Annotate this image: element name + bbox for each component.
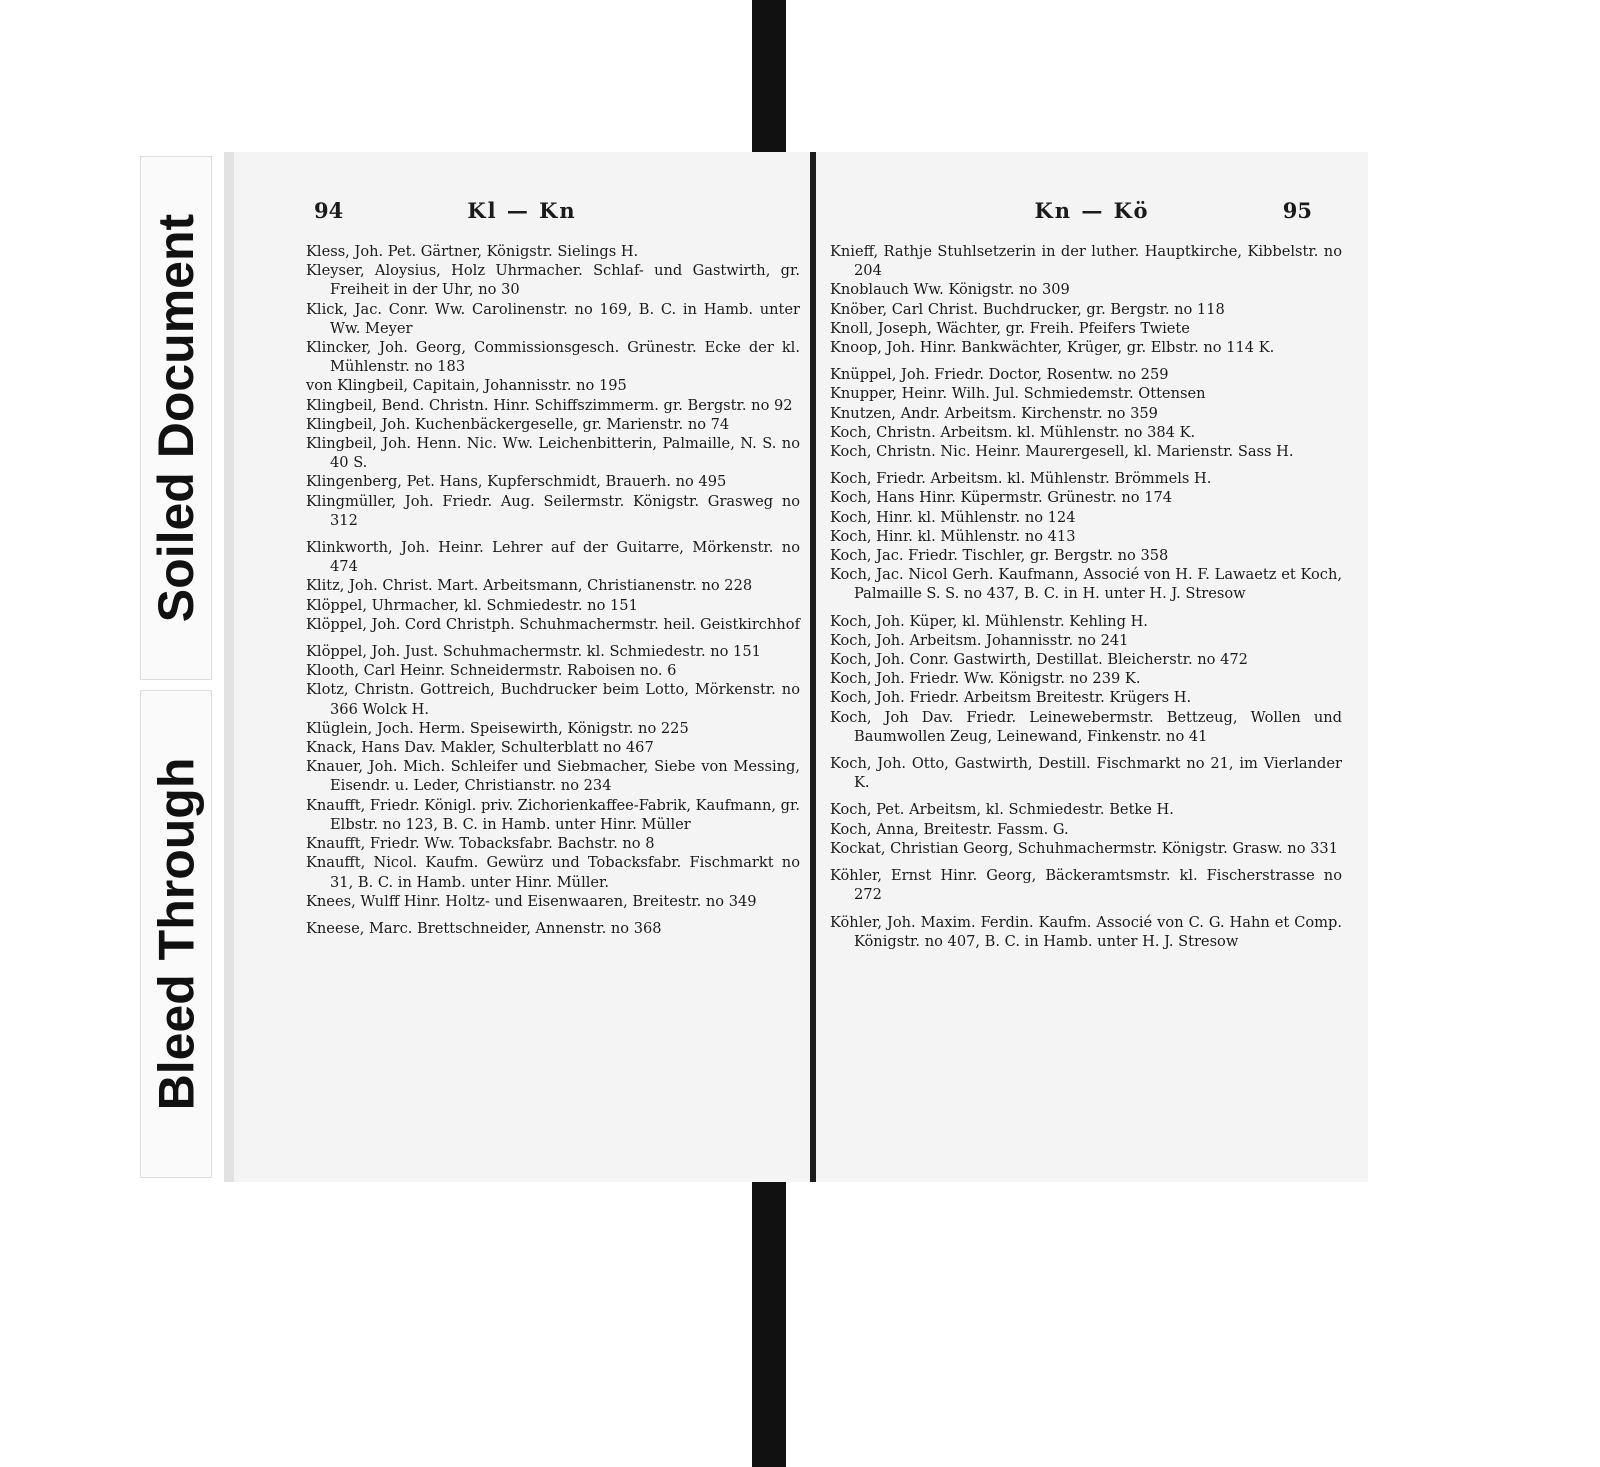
directory-entry: Klingbeil, Joh. Henn. Nic. Ww. Leichenbitterin, Palmaille, N. S. no 40 S. xyxy=(306,435,800,472)
directory-entry: Koch, Joh. Arbeitsm. Johannisstr. no 241 xyxy=(830,631,1129,649)
directory-entry: Klotz, Christn. Gottreich, Buchdrucker beim Lotto, Mörkenstr. no 366 Wolck H. xyxy=(306,681,800,718)
directory-entry: Köhler, Ernst Hinr. Georg, Bäckeramtsmstr. kl. Fischerstrasse no 272 xyxy=(830,867,1342,904)
directory-entry: Koch, Hinr. kl. Mühlenstr. no 124 xyxy=(830,508,1076,526)
right-entry-list xyxy=(830,242,1342,951)
directory-entry: Klinkworth, Joh. Heinr. Lehrer auf der Guitarre, Mörkenstr. no 474 xyxy=(306,539,800,576)
binding-strip-bottom xyxy=(752,1178,786,1467)
directory-entry: Koch, Jac. Nicol Gerh. Kaufmann, Associé von H. F. Lawaetz et Koch, Palmaille S. S. no 437, B. C. in H. unter H. J. Stresow xyxy=(830,566,1342,603)
right-page-title: Kn — Kö xyxy=(1034,198,1150,223)
directory-entry: Klöppel, Joh. Cord Christph. Schuhmachermstr. heil. Geistkirchhof xyxy=(306,615,800,633)
directory-entry: Koch, Hinr. kl. Mühlenstr. no 413 xyxy=(830,527,1076,545)
soiled-document-label: Soiled Document xyxy=(140,156,212,680)
directory-entry: Knüppel, Joh. Friedr. Doctor, Rosentw. no 259 xyxy=(830,366,1169,384)
directory-entry: Koch, Friedr. Arbeitsm. kl. Mühlenstr. Brömmels H. xyxy=(830,470,1212,488)
directory-entry: Klöppel, Joh. Just. Schuhmachermstr. kl. Schmiedestr. no 151 xyxy=(306,643,761,661)
directory-entry: Koch, Joh. Friedr. Arbeitsm Breitestr. Krügers H. xyxy=(830,689,1192,707)
directory-entry: Koch, Joh. Otto, Gastwirth, Destill. Fischmarkt no 21, im Vierlander K. xyxy=(830,755,1342,792)
left-page-header xyxy=(234,198,810,228)
directory-entry: Knaufft, Friedr. Ww. Tobacksfabr. Bachstr. no 8 xyxy=(306,835,655,853)
directory-entry: Kless, Joh. Pet. Gärtner, Königstr. Sielings H. xyxy=(306,243,639,260)
directory-entry: Kneese, Marc. Brettschneider, Annenstr. no 368 xyxy=(306,919,662,937)
directory-entry: Klooth, Carl Heinr. Schneidermstr. Raboisen no. 6 xyxy=(306,662,677,680)
right-page-number: 95 xyxy=(1282,198,1312,223)
directory-entry: Koch, Joh Dav. Friedr. Leinewebermstr. Bettzeug, Wollen und Baumwollen Zeug, Leinewand, Finkenstr. no 41 xyxy=(830,708,1342,745)
directory-entry: Koch, Christn. Arbeitsm. kl. Mühlenstr. no 384 K. xyxy=(830,423,1196,441)
directory-entry: Köhler, Joh. Maxim. Ferdin. Kaufm. Associé von C. G. Hahn et Comp. Königstr. no 407, B. C. in Hamb. unter H. J. Stresow xyxy=(830,913,1342,950)
directory-entry: Koch, Christn. Nic. Heinr. Maurergesell, kl. Marienstr. Sass H. xyxy=(830,443,1294,461)
directory-entry: Kleyser, Aloysius, Holz Uhrmacher. Schlaf- und Gastwirth, gr. Freiheit in der Uhr, no 30 xyxy=(306,262,800,299)
right-page xyxy=(816,152,1368,1182)
directory-entry: Knaufft, Friedr. Königl. priv. Zichorienkaffee-Fabrik, Kaufmann, gr. Elbstr. no 123, B. C. in Hamb. unter Hinr. Müller xyxy=(306,796,801,833)
directory-entry: Knees, Wulff Hinr. Holtz- und Eisenwaaren, Breitestr. no 349 xyxy=(306,892,757,910)
directory-entry: Koch, Hans Hinr. Küpermstr. Grünestr. no 174 xyxy=(830,489,1173,507)
directory-entry: Knupper, Heinr. Wilh. Jul. Schmiedemstr. Ottensen xyxy=(830,385,1206,403)
directory-entry: Klingmüller, Joh. Friedr. Aug. Seilermstr. Königstr. Grasweg no 312 xyxy=(306,492,800,529)
directory-entry: Knöber, Carl Christ. Buchdrucker, gr. Bergstr. no 118 xyxy=(830,300,1225,318)
directory-entry: Koch, Jac. Friedr. Tischler, gr. Bergstr. no 358 xyxy=(830,547,1169,565)
directory-entry: Klöppel, Uhrmacher, kl. Schmiedestr. no 151 xyxy=(306,596,638,614)
directory-entry: Klingenberg, Pet. Hans, Kupferschmidt, Brauerh. no 495 xyxy=(306,473,727,491)
directory-entry: Knutzen, Andr. Arbeitsm. Kirchenstr. no 359 xyxy=(830,404,1158,422)
directory-entry: Koch, Anna, Breitestr. Fassm. G. xyxy=(830,820,1069,838)
directory-entry: Klingbeil, Bend. Christn. Hinr. Schiffszimmerm. gr. Bergstr. no 92 xyxy=(306,396,793,414)
directory-entry: Klitz, Joh. Christ. Mart. Arbeitsmann, Christianenstr. no 228 xyxy=(306,577,753,595)
directory-entry: Klick, Jac. Conr. Ww. Carolinenstr. no 169, B. C. in Hamb. unter Ww. Meyer xyxy=(306,300,800,337)
directory-entry: Knauer, Joh. Mich. Schleifer und Siebmacher, Siebe von Messing, Eisendr. u. Leder, Christianstr. no 234 xyxy=(306,758,800,795)
left-page-title: Kl — Kn xyxy=(467,198,577,223)
left-page xyxy=(224,152,810,1182)
binding-strip-top xyxy=(752,0,786,152)
right-page-header xyxy=(816,198,1368,228)
directory-entry: Koch, Joh. Küper, kl. Mühlenstr. Kehling H. xyxy=(830,612,1148,630)
directory-entry: Kockat, Christian Georg, Schuhmachermstr. Königstr. Grasw. no 331 xyxy=(830,839,1338,857)
bleed-through-label: Bleed Through xyxy=(140,690,212,1178)
directory-entry: Klincker, Joh. Georg, Commissionsgesch. Grünestr. Ecke der kl. Mühlenstr. no 183 xyxy=(306,339,800,376)
directory-entry: Koch, Joh. Conr. Gastwirth, Destillat. Bleicherstr. no 472 xyxy=(830,651,1248,669)
directory-entry: Knoop, Joh. Hinr. Bankwächter, Krüger, gr. Elbstr. no 114 K. xyxy=(830,339,1275,357)
left-entry-list xyxy=(306,242,800,938)
left-page-number: 94 xyxy=(314,198,344,223)
directory-entry: Klingbeil, Joh. Kuchenbäckergeselle, gr. Marienstr. no 74 xyxy=(306,415,730,433)
directory-entry: Koch, Joh. Friedr. Ww. Königstr. no 239 K. xyxy=(830,670,1141,688)
directory-entry: von Klingbeil, Capitain, Johannisstr. no 195 xyxy=(306,377,627,395)
directory-entry: Knaufft, Nicol. Kaufm. Gewürz und Tobacksfabr. Fischmarkt no 31, B. C. in Hamb. unter Hinr. Müller. xyxy=(306,854,800,891)
directory-entry: Knoll, Joseph, Wächter, gr. Freih. Pfeifers Twiete xyxy=(830,319,1190,337)
directory-entry: Knack, Hans Dav. Makler, Schulterblatt no 467 xyxy=(306,739,654,757)
directory-entry: Knoblauch Ww. Königstr. no 309 xyxy=(830,281,1070,299)
directory-entry: Klüglein, Joch. Herm. Speisewirth, Königstr. no 225 xyxy=(306,719,689,737)
directory-entry: Knieff, Rathje Stuhlsetzerin in der luther. Hauptkirche, Kibbelstr. no 204 xyxy=(830,243,1342,280)
directory-entry: Koch, Pet. Arbeitsm, kl. Schmiedestr. Betke H. xyxy=(830,801,1174,819)
